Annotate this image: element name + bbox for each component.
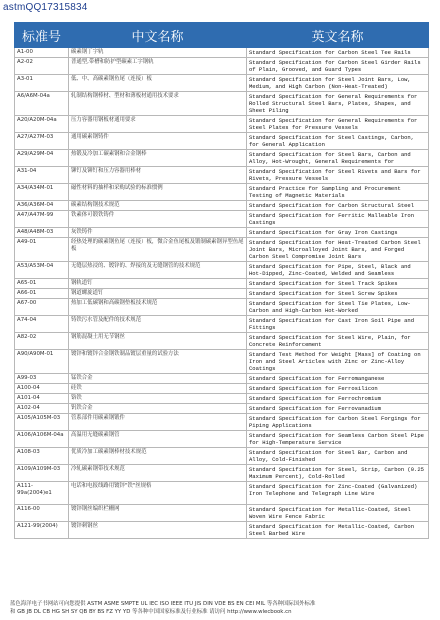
table-row (15, 211, 429, 228)
chinese-name-cell: 铁素体可锻铁铸件 (69, 211, 247, 228)
table-row (15, 75, 429, 92)
english-name-cell: Standard Specification for Ferritic Malleable Iron Castings (247, 211, 429, 228)
table-body (15, 48, 429, 539)
standard-number-cell: A3-01 (15, 75, 69, 92)
table-row (15, 201, 429, 211)
chinese-name-cell: 铆钉及铆钉和压力容器用棒材 (69, 167, 247, 184)
english-name-cell: Standard Specification for Ferrosilicon (247, 384, 429, 394)
standard-number-cell: A48/A48M-03 (15, 228, 69, 238)
standard-number-cell: A6/A6M-04a (15, 92, 69, 116)
table-row (15, 133, 429, 150)
table-row (15, 404, 429, 414)
standard-number-cell: A108-03 (15, 448, 69, 465)
standard-number-cell: A101-04 (15, 394, 69, 404)
standard-number-cell: A36/A36M-04 (15, 201, 69, 211)
english-name-cell: Standard Specification for Steel Bars, Carbon and Alloy, Hot-Wrought, General Requirements for (247, 150, 429, 167)
english-name-cell: Standard Specification for Metallic-Coated, Steel Woven Wire Fence Fabric (247, 505, 429, 522)
table-row (15, 316, 429, 333)
english-name-cell: Standard Specification for General Requirements for Rolled Structural Steel Bars, Plates, Shapes, and Sheet Piling (247, 92, 429, 116)
standard-number-cell: A90/A90M-01 (15, 350, 69, 374)
english-name-cell: Standard Specification for Ferrovanadium (247, 404, 429, 414)
english-name-cell: Standard Test Method for Weight [Mass] of Coating on Iron and Steel Articles with Zinc or Zinc-Alloy Coatings (247, 350, 429, 374)
english-name-cell: Standard Specification for Carbon Steel Tee Rails (247, 48, 429, 58)
standard-number-cell: A74-04 (15, 316, 69, 333)
chinese-name-cell: 碳素钢丁字轨 (69, 48, 247, 58)
standard-number-cell: A66-01 (15, 289, 69, 299)
english-name-cell: Standard Specification for Metallic-Coated, Carbon Steel Barbed Wire (247, 522, 429, 539)
chinese-name-cell: 轧制结构钢棒材、型材和薄板材通用技术要求 (69, 92, 247, 116)
table-row (15, 482, 429, 505)
standard-number-cell: A47/A47M-99 (15, 211, 69, 228)
chinese-name-cell: 无缝层热浸的、镀锌的、焊接的及无缝钢管的技术规范 (69, 262, 247, 279)
footer-line-1: 蓝色海洋电子书网站可向您提供 ASTM ASME SMPTE UL IEC ISO IEEE ITU JIS DIN VDE BS EN CEI MIL 等各种国际国外标准 (10, 601, 316, 607)
standard-number-cell: A82-02 (15, 333, 69, 350)
chinese-name-cell: 灰铁铸件 (69, 228, 247, 238)
header-standard-number: 标准号 (15, 23, 69, 48)
chinese-name-cell: 铬铁 (69, 394, 247, 404)
english-name-cell: Standard Specification for Seamless Carbon Steel Pipe for High-Temperature Service (247, 431, 429, 448)
table-header-row (15, 23, 429, 48)
standard-number-cell: A65-01 (15, 279, 69, 289)
standard-number-cell: A67-00 (15, 299, 69, 316)
english-name-cell: Standard Specification for Carbon Structural Steel (247, 201, 429, 211)
standard-number-cell: A1-00 (15, 48, 69, 58)
standard-number-cell: A105/A105M-03 (15, 414, 69, 431)
standard-number-cell: A99-03 (15, 374, 69, 384)
standard-number-cell: A121-99(2004) (15, 522, 69, 539)
table-row (15, 167, 429, 184)
chinese-name-cell: 钢筋混凝土用无节钢丝 (69, 333, 247, 350)
header-english-name: 英文名称 (247, 23, 429, 48)
english-name-cell: Standard Specification for Cast Iron Soil Pipe and Fittings (247, 316, 429, 333)
standard-number-cell: A109/A109M-03 (15, 465, 69, 482)
english-name-cell: Standard Specification for Steel Tie Plates, Low-Carbon and High-Carbon Hot-Worked (247, 299, 429, 316)
chinese-name-cell: 钢道螺旋道钉 (69, 289, 247, 299)
standard-number-cell: A106/A106M-04a (15, 431, 69, 448)
table-row (15, 374, 429, 384)
standard-number-cell: A29/A29M-04 (15, 150, 69, 167)
chinese-name-cell: 热加工低碳钢和高碳钢垫板技术规范 (69, 299, 247, 316)
chinese-name-cell: 电话和电报线路用镀锌"铁"丝规格 (69, 482, 247, 505)
chinese-name-cell: 磁性材料的抽样和采购试验的标准惯例 (69, 184, 247, 201)
header-chinese-name: 中文名称 (69, 23, 247, 48)
chinese-name-cell: 热锻及冷加工碳素钢和合金钢棒 (69, 150, 247, 167)
chinese-name-cell: 低、中、高碳素钢鱼尾（连接）板 (69, 75, 247, 92)
standard-number-cell: A31-04 (15, 167, 69, 184)
table-row (15, 92, 429, 116)
table-row (15, 522, 429, 539)
standard-number-cell: A49-01 (15, 238, 69, 262)
english-name-cell: Standard Specification for Carbon Steel Girder Rails of Plain, Grooved, and Guard Types (247, 58, 429, 75)
chinese-name-cell: 镀锌钢丝编织栏栅网 (69, 505, 247, 522)
chinese-name-cell: 钒铁合金 (69, 404, 247, 414)
standard-number-cell: A102-04 (15, 404, 69, 414)
table-row (15, 299, 429, 316)
english-name-cell: Standard Specification for Zinc-Coated (Galvanized) Iron Telephone and Telegraph Line Wire (247, 482, 429, 505)
english-name-cell: Standard Specification for Steel Rivets and Bars for Rivets, Pressure Vessels (247, 167, 429, 184)
table-row (15, 384, 429, 394)
table-row (15, 48, 429, 58)
chinese-name-cell: 优质冷加工碳素钢棒材技术规范 (69, 448, 247, 465)
table-row (15, 333, 429, 350)
table-row (15, 262, 429, 279)
standard-number-cell: A27/A27M-03 (15, 133, 69, 150)
chinese-name-cell: 普通型,带槽和防护型碳素工字钢轨 (69, 58, 247, 75)
table-row (15, 150, 429, 167)
chinese-name-cell: 经热处理的碳素钢鱼尾（连接）板，微合金鱼尾板及锻制碳素钢异型鱼尾板 (69, 238, 247, 262)
table-row (15, 431, 429, 448)
table-row (15, 289, 429, 299)
table-row (15, 228, 429, 238)
table-row (15, 505, 429, 522)
table-row (15, 394, 429, 404)
chinese-name-cell: 铸铁污水管及配件的技术规范 (69, 316, 247, 333)
table-row (15, 116, 429, 133)
chinese-name-cell: 管系部件用碳素钢锻件 (69, 414, 247, 431)
chinese-name-cell: 锰铁合金 (69, 374, 247, 384)
standards-table (14, 22, 429, 539)
chinese-name-cell: 碳素结构钢技术规范 (69, 201, 247, 211)
standard-number-cell: A100-04 (15, 384, 69, 394)
english-name-cell: Standard Specification for Heat-Treated Carbon Steel Joint Bars, Microalloyed Joint Bars, and Forged Carbon Steel Compromise Joint Bars (247, 238, 429, 262)
english-name-cell: Standard Specification for Carbon Steel Forgings for Piping Applications (247, 414, 429, 431)
standard-number-cell: A20/A20M-04a (15, 116, 69, 133)
table-row (15, 184, 429, 201)
english-name-cell: Standard Specification for Steel Bar, Carbon and Alloy, Cold-Finished (247, 448, 429, 465)
chinese-name-cell: 硅铁 (69, 384, 247, 394)
english-name-cell: Standard Specification for Pipe, Steel, Black and Hot-Dipped, Zinc-Coated, Welded and Seamless (247, 262, 429, 279)
table-row (15, 58, 429, 75)
english-name-cell: Standard Specification for Steel Castings, Carbon, for General Application (247, 133, 429, 150)
english-name-cell: Standard Specification for Steel Joint Bars, Low, Medium, and High Carbon (Non-Heat-Treated) (247, 75, 429, 92)
chinese-name-cell: 压力容器用钢板材通用要求 (69, 116, 247, 133)
standard-number-cell: A34/A34M-01 (15, 184, 69, 201)
standard-number-cell: A111-99a(2004)e1 (15, 482, 69, 505)
footer-line-2: 和 GB JB DL CB HG SH SY QB BY BS FZ YY YD 等各种中国国家标准及行业标准 请访问 http://www.wlecbook.cn (10, 609, 292, 615)
footer-notice (10, 600, 430, 616)
watermark: astmQQ17315834 (3, 2, 88, 13)
chinese-name-cell: 钢轨道钉 (69, 279, 247, 289)
english-name-cell: Standard Specification for Gray Iron Castings (247, 228, 429, 238)
english-name-cell: Standard Specification for Steel Screw Spikes (247, 289, 429, 299)
english-name-cell: Standard Specification for General Requirements for Steel Plates for Pressure Vessels (247, 116, 429, 133)
english-name-cell: Standard Specification for Steel Wire, Plain, for Concrete Reinforcement (247, 333, 429, 350)
chinese-name-cell: 镀锌刺钢丝 (69, 522, 247, 539)
english-name-cell: Standard Specification for Steel Track Spikes (247, 279, 429, 289)
table-row (15, 350, 429, 374)
table-row (15, 448, 429, 465)
table-row (15, 465, 429, 482)
table-row (15, 279, 429, 289)
table-row (15, 414, 429, 431)
english-name-cell: Standard Specification for Ferromanganese (247, 374, 429, 384)
standard-number-cell: A2-02 (15, 58, 69, 75)
table-row (15, 238, 429, 262)
chinese-name-cell: 高温用无缝碳素钢管 (69, 431, 247, 448)
standard-number-cell: A116-00 (15, 505, 69, 522)
standard-number-cell: A53/A53M-04 (15, 262, 69, 279)
english-name-cell: Standard Practice for Sampling and Procurement Testing of Magnetic Materials (247, 184, 429, 201)
english-name-cell: Standard Specification for Steel, Strip, Carbon (0.25 Maximum Percent), Cold-Rolled (247, 465, 429, 482)
chinese-name-cell: 通用碳素钢铸件 (69, 133, 247, 150)
chinese-name-cell: 冷轧碳素钢带技术规范 (69, 465, 247, 482)
english-name-cell: Standard Specification for Ferrochromium (247, 394, 429, 404)
chinese-name-cell: 镀锌和镀锌合金钢铁制品镀层重量的试验方法 (69, 350, 247, 374)
